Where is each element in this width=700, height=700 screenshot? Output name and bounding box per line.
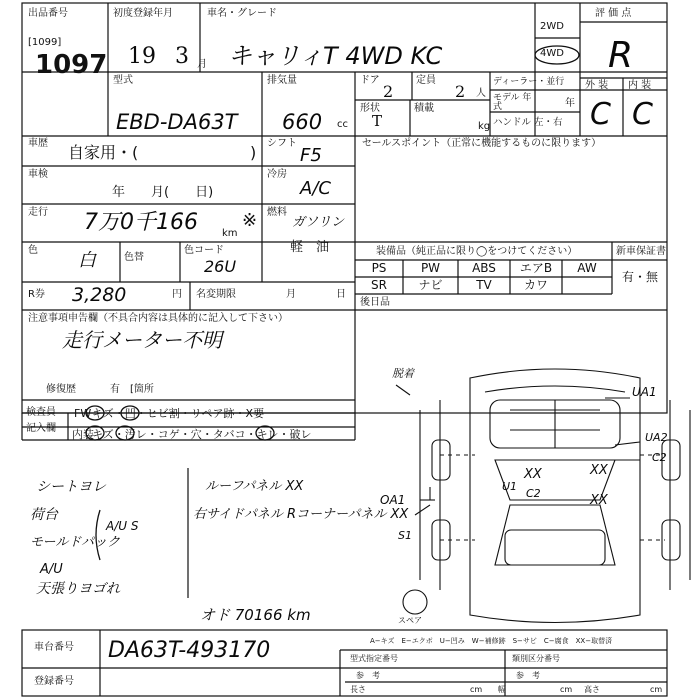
fuel-diesel: 軽 油 [290, 240, 330, 255]
type-label: 型式指定番号 [350, 654, 398, 663]
history-value: 自家用・( [68, 143, 139, 162]
equip-sr: SR [371, 278, 387, 292]
model-value: EBD-DA63T [116, 110, 238, 134]
inspection-value: 年 月( 日) [112, 185, 214, 200]
history-close: ) [250, 143, 257, 162]
mileage-label: 走行 [28, 207, 48, 218]
shape-label: 形状 [360, 103, 380, 114]
shift-value: F5 [300, 145, 322, 166]
mileage-mark: ※ [242, 210, 258, 231]
inspector-label2: 記入欄 [26, 423, 56, 434]
load-label: 積載 [414, 103, 434, 114]
legend-text: A−キズ E−エクボ U−凹み W−補修跡 S−サビ C−腐食 XX−取替済 [370, 637, 613, 645]
capacity-label: 定員 [416, 75, 436, 86]
diag-c2: C2 [526, 487, 541, 500]
height-cm: cm [650, 685, 663, 694]
length-cm: cm [470, 685, 483, 694]
capacity-value: 2 [455, 82, 466, 101]
note-right-1: ルーフパネル XX [205, 479, 304, 494]
name-change-day: 日 [336, 289, 346, 300]
diag-u1: U1 [502, 480, 518, 493]
fw-label: FW [74, 407, 92, 420]
equip-navi: ナビ [418, 278, 443, 292]
note-marks: A/U S [106, 519, 139, 533]
height-label: 高さ [584, 685, 600, 694]
inspector-label1: 検査員 [26, 407, 56, 418]
color-value: 白 [78, 250, 96, 271]
repair-value: 有 [箇所 [110, 384, 154, 395]
diag-oa1: OA1 [380, 493, 406, 507]
lot-number: 1097 [35, 50, 108, 80]
diag-ua2: UA2 [645, 431, 668, 444]
color-code-value: 26U [204, 257, 237, 276]
name-change-label: 名変期限 [196, 289, 236, 300]
drive-2wd: 2WD [540, 21, 564, 32]
shift-label: シフト [267, 138, 297, 149]
capacity-unit: 人 [476, 88, 486, 99]
diag-xx-1: XX [524, 467, 542, 482]
fw-items: キズ・凹・ヒビ割・リペア跡・X要 [92, 407, 265, 420]
first-reg-year: 19 [128, 44, 156, 69]
model-label: 型式 [113, 75, 133, 86]
displacement-unit: cc [337, 119, 348, 130]
equip-pw: PW [420, 261, 441, 275]
width-label: 幅 [498, 685, 506, 694]
mileage-unit: km [222, 228, 238, 239]
displacement-value: 660 [282, 110, 323, 134]
inspection-label: 車検 [28, 169, 48, 180]
reg-label: 登録番号 [34, 676, 74, 687]
interior-grade: C [632, 97, 653, 132]
class-label: 類別区分番号 [512, 654, 560, 663]
model-year-label: モデル 年式 [493, 93, 532, 112]
handle-label: ハンドル 左・右 [493, 117, 563, 128]
note-line-4: A/U [40, 562, 63, 577]
car-name: キャリィT 4WD KC [228, 42, 443, 70]
exterior-grade: C [590, 97, 611, 132]
chassis-label: 車台番号 [34, 642, 74, 653]
ref-label-right: 参 考 [516, 671, 540, 680]
equip-leather: カワ [523, 278, 548, 292]
recycle-yen: 円 [172, 289, 182, 300]
grade-label: 評 価 点 [595, 8, 632, 19]
aircon-label: 冷房 [267, 169, 287, 180]
color-change-label: 色替 [124, 252, 144, 263]
shape-value: T [372, 112, 383, 130]
interior-inspect-label: 内装 [72, 428, 94, 441]
car-diagram-lines [396, 369, 690, 623]
car-name-label: 車名・グレード [207, 8, 277, 19]
recycle-value: 3,280 [72, 284, 127, 306]
grade-value: R [608, 35, 634, 76]
notes-label: 注意事項申告欄（不具合内容は具体的に記入して下さい） [28, 313, 288, 324]
warranty-label: 新車保証書 [616, 246, 666, 257]
history-label: 車歴 [28, 138, 48, 149]
doors-label: ドア [360, 75, 380, 86]
diag-spare-label: スペア [398, 616, 422, 625]
diagram-top-label: 脱着 [392, 367, 414, 380]
drive-4wd: 4WD [540, 48, 564, 59]
doors-value: 2 [383, 82, 394, 101]
repair-label: 修復歴 [46, 384, 76, 395]
equip-tv: TV [476, 278, 492, 292]
color-code-label: 色コード [184, 245, 224, 256]
diag-xx-2: XX [590, 463, 608, 478]
interior-inspect-items: キズ・汚レ・コゲ・穴・タバコ・キレ・破レ [92, 428, 312, 441]
equip-airbag: エアB [519, 261, 553, 275]
exterior-label: 外 装 [585, 80, 609, 91]
first-reg-month: 3 [175, 44, 189, 69]
odometer-note: オド 70166 km [200, 606, 311, 624]
notes-value: 走行メーター不明 [62, 328, 222, 352]
equip-ps: PS [371, 261, 387, 275]
aircon-value: A/C [300, 178, 331, 199]
diag-xx-3: XX [590, 493, 608, 508]
recycle-label: R券 [28, 289, 45, 300]
equip-aw: AW [577, 261, 597, 275]
diag-c2-right: C2 [652, 451, 667, 464]
equip-abs: ABS [472, 261, 496, 275]
note-line-3: モールドパック [30, 535, 120, 550]
fuel-gas: ガソリン [292, 215, 345, 230]
note-line-2: 荷台 [30, 507, 58, 523]
equipment-label: 装備品（純正品に限り◯をつけてください） [376, 246, 578, 257]
name-change-month: 月 [286, 289, 296, 300]
note-right-2: 右サイドパネル Rコーナーパネル XX [193, 507, 409, 522]
chassis-value: DA63T-493170 [108, 638, 271, 663]
rear-seat-label: 後日品 [360, 297, 390, 308]
displacement-label: 排気量 [267, 75, 297, 86]
first-reg-label: 初度登録年月 [113, 8, 173, 19]
warranty-value: 有・無 [622, 270, 659, 284]
length-label: 長さ [350, 685, 366, 694]
interior-label: 内 装 [628, 80, 652, 91]
lot-label: 出品番号 [28, 8, 68, 19]
load-unit: kg [478, 121, 491, 132]
width-cm: cm [560, 685, 573, 694]
dealer-label: ディーラー・並行 [493, 77, 565, 87]
note-line-5: 天張りヨゴれ [36, 581, 120, 597]
lot-sub: [1099] [28, 37, 62, 48]
year-unit: 年 [565, 98, 575, 109]
color-label: 色 [28, 245, 38, 256]
note-line-1: シートヨレ [36, 479, 106, 495]
ref-label-left: 参 考 [356, 671, 380, 680]
fuel-label: 燃料 [267, 207, 287, 218]
diag-s1: S1 [398, 529, 412, 542]
diag-ua1: UA1 [632, 385, 657, 399]
sales-label: セールスポイント（正常に機能するものに限ります） [362, 138, 602, 149]
mileage-value: 7万0千166 [84, 210, 198, 235]
month-unit: 月 [197, 59, 207, 70]
